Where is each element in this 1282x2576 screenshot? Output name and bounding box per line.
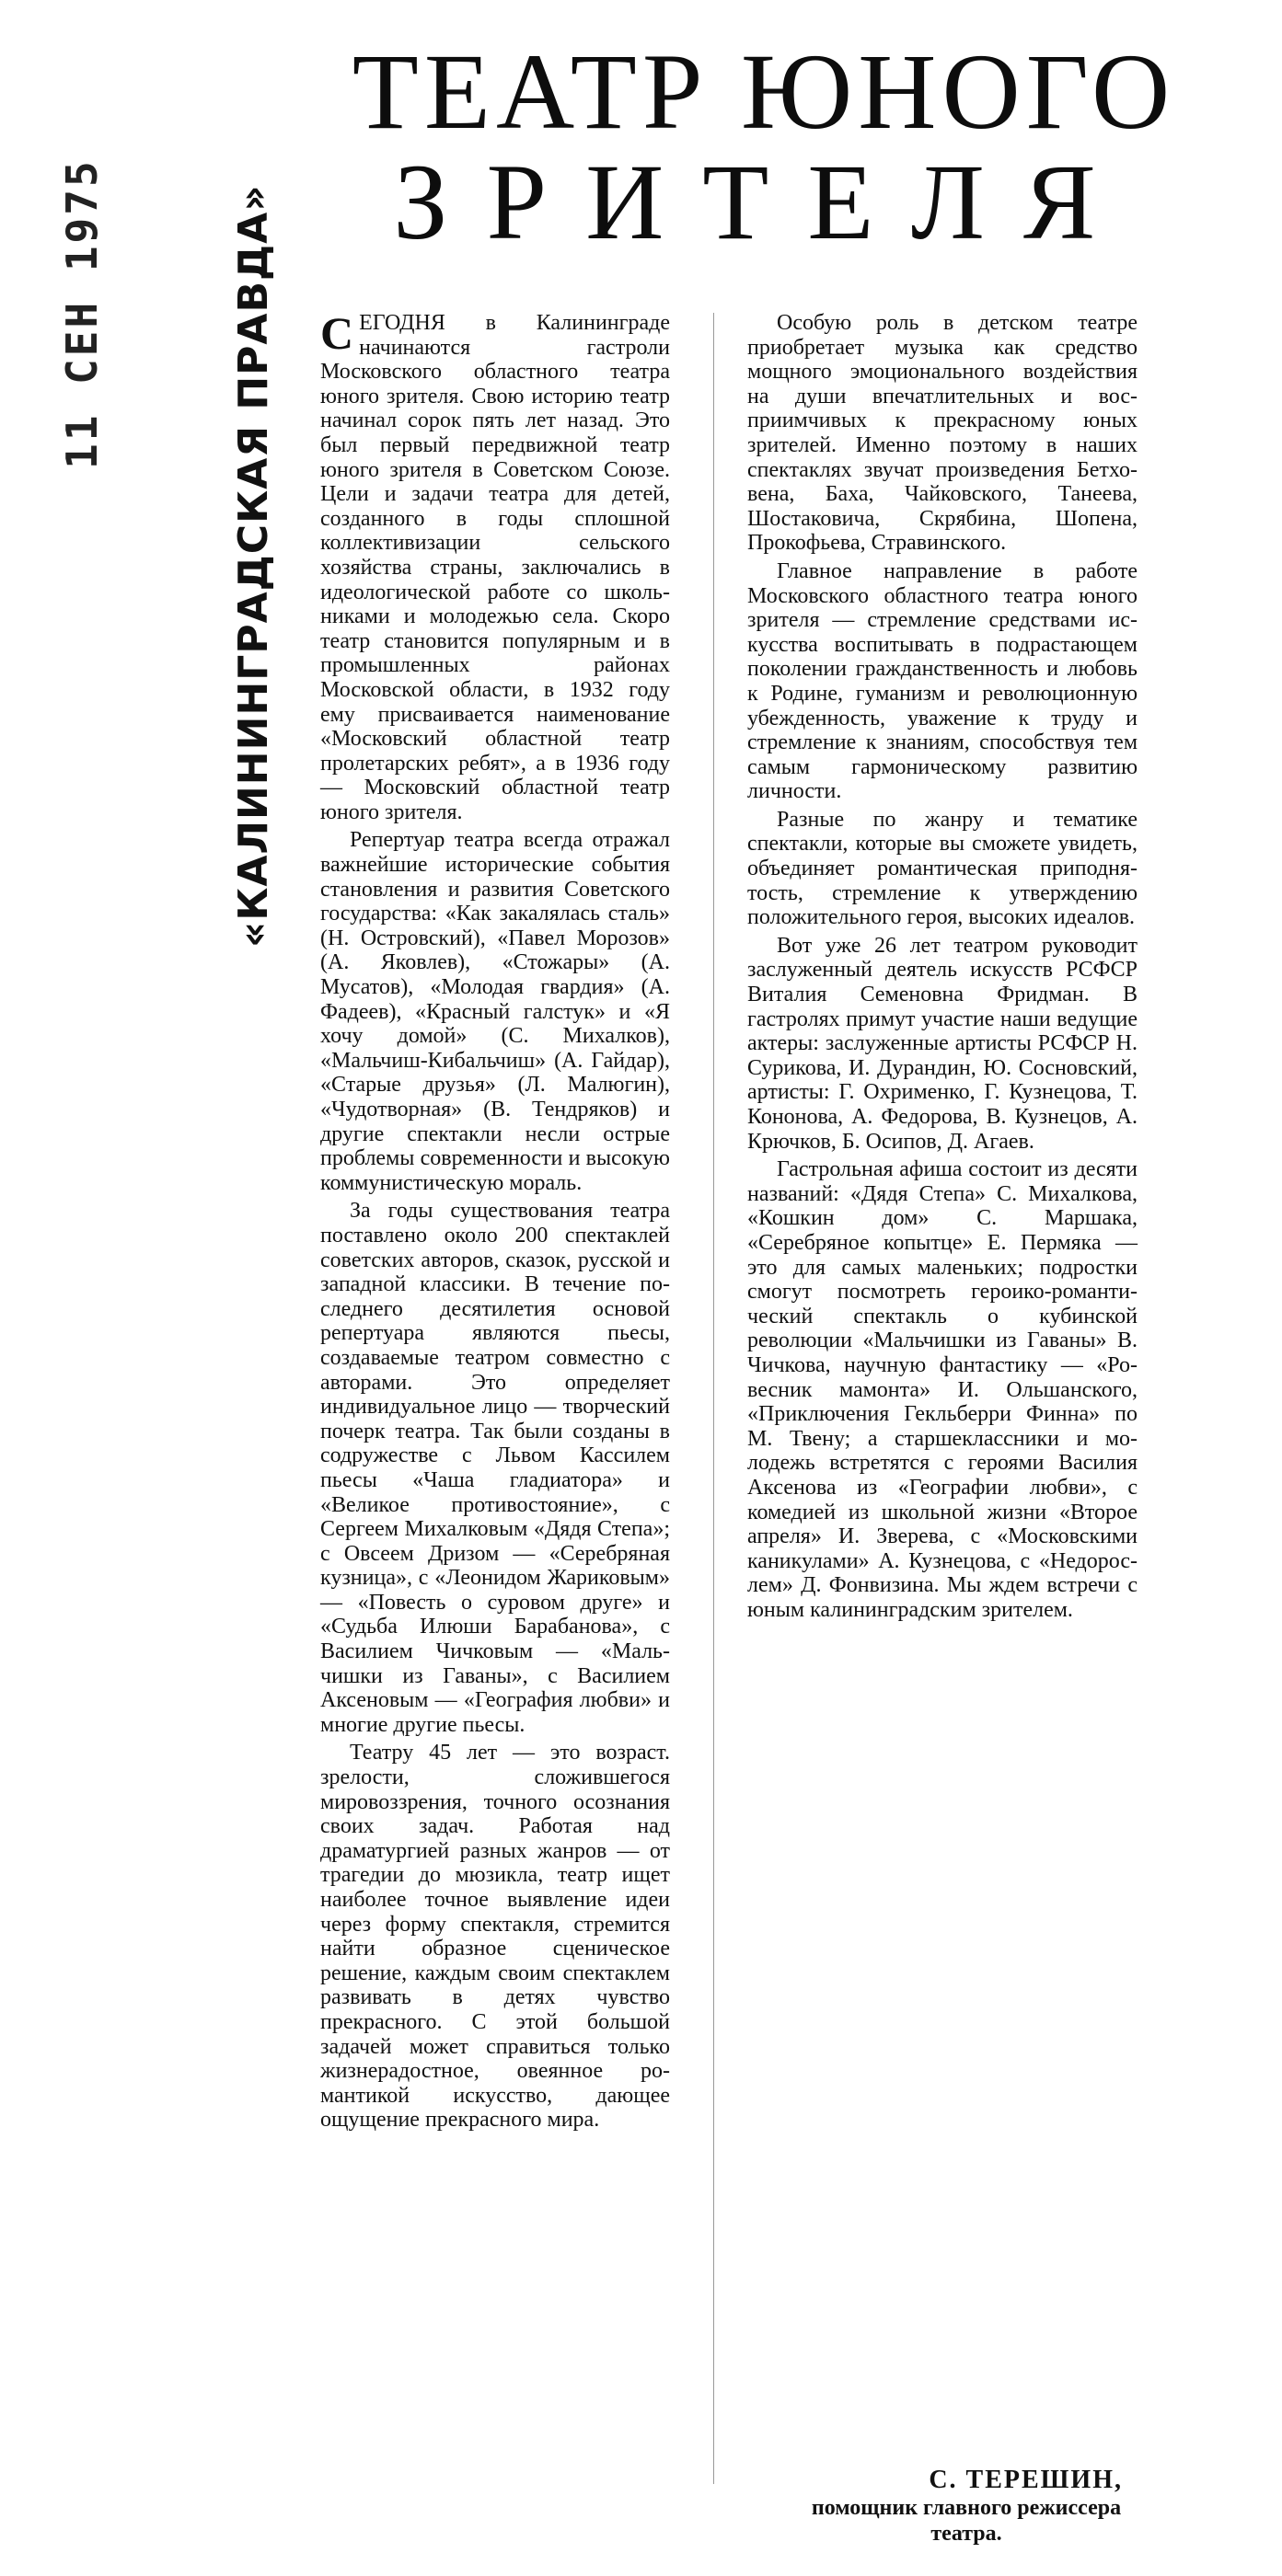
dropcap: С	[320, 307, 354, 359]
article-paragraph: Гастрольная афиша состоит из десяти названий: «Дядя Степа» С. Михалкова, «Кошкин дом» С. Маршака, «Серебряное копытце» Е. Пермяка — это для самых маленьких; подростки смогут посмотреть героико-романтический спектакль о кубинской революции «Мальчишки из Гаваны» В. Чичкова, научную фантастику — «Ровесник мамонта» И. Ольшанского, «Приключения Гекльберри Финна» по М. Твену; а старшеклассники и молодежь встретятся с героями Василия Аксенова из «Географии любви», с комедией из школьной жизни «Второе апреля» И. Зверева, с «Московскими каникулами» А. Кузнецова, с «Недорослем» Д. Фонвизина. Мы ждем встречи с юным калининградским зрителем.	[747, 1157, 1138, 1622]
column-divider	[713, 313, 714, 2484]
article-paragraph: За годы существования театра поставлено около 200 спектаклей советских авторов, сказок, русской и западной классики. В течение последнего десятилетия основой репертуара являются пьесы, создаваемые театром совместно с авторами. Это определяет индивидуальное лицо — творческий почерк театра. Так были созданы в содружестве с Львом Кассилем пьесы «Чаша гладиатора» и «Великое противостояние», с Сергеем Михалковым «Дядя Степа»; с Овсеем Дризом — «Серебряная кузница», с «Леонидом Жариковым» — «Повесть о суровом друге» и «Судьба Илюши Барабанова», с Василием Чичковым — «Мальчишки из Гаваны», с Василием Аксеновым — «География любви» и многие другие пьесы.	[320, 1199, 670, 1737]
article-paragraph: Особую роль в детском театре приобретает музыка как средство мощного эмоционального воздействия на души впечатлительных и восприимчивых к прекрасному юных зрителей. Именно поэтому в наших спектаклях звучат произведения Бетховена, Баха, Чайковского, Танеева, Шостаковича, Скрябина, Шопена, Прокофьева, Стравинского.	[747, 311, 1138, 556]
newspaper-source: «КАЛИНИНГРАДСКАЯ ПРАВДА»	[230, 184, 277, 948]
author-name: С. ТЕРЕШИН,	[929, 2466, 1123, 2494]
author-signature	[810, 2466, 1123, 2547]
headline-line1: ТЕАТР ЮНОГО	[352, 31, 1176, 152]
article-paragraph: Театру 45 лет — это возраст. зрелости, сложившегося мировоззрения, точного осознания своих задач. Работая над драматургией разных жанров — от трагедии до мюзикла, театр ищет наиболее точное выявление идеи через форму спектакля, стремится найти образное сценическое решение, каждым своим спектаклем развивать в детях чувство прекрасного. С этой большой задачей может справиться только жизнерадостное, овеянное романтикой искусство, дающее ощущение прекрасного мира.	[320, 1741, 670, 2133]
article-paragraph: Разные по жанру и тематике спектакли, которые вы сможете увидеть, объединяет романтическая приподнятость, стремление к утверждению положительного героя, высоких идеалов.	[747, 807, 1138, 930]
article-paragraph: Вот уже 26 лет театром руководит заслуженный деятель искусств РСФСР Виталия Семеновна Фридман. В гастролях примут участие наши ведущие актеры: заслуженные артисты РСФСР Н. Сурикова, И. Дурандин, Ю. Сосновский, артисты: Г. Охрименко, Г. Кузнецова, Т. Кононова, А. Федорова, В. Кузнецов, А. Крючков, Б. Осипов, Д. Агаев.	[747, 933, 1138, 1154]
author-position: помощник главного режиссера театра.	[811, 2496, 1122, 2546]
headline	[350, 31, 1178, 262]
article-paragraph: СЕГОДНЯ в Калининграде начинаются гастроли Московского областного театра юного зрителя. Свою историю театр начинал сорок пять лет назад. Это был первый передвижной театр юного зрителя в Советском Союзе. Цели и задачи театра для детей, созданного в годы сплошной коллективизации сельского хозяйства страны, заключались в идеологической работе со школьниками и молодежью села. Скоро театр становится популярным и в промышленных районах Московской области, в 1932 году ему присваивается наименование «Московский областной театр пролетарских ребят», а в 1936 году — Московский областной театр юного зрителя.	[320, 307, 670, 824]
article-paragraph: Репертуар театра всегда отражал важнейшие исторические события становления и развития Советского государства: «Как закалялась сталь» (Н. Островский), «Павел Морозов» (А. Яковлев), «Стожары» (А. Мусатов), «Молодая гвардия» (А. Фадеев), «Красный галстук» и «Я хочу домой» (С. Михалков), «Мальчиш-Кибальчиш» (А. Гайдар), «Старые друзья» (Л. Малюгин), «Чудотворная» (В. Тендряков) и другие спектакли несли острые проблемы современности и высокую коммунистическую мораль.	[320, 828, 670, 1195]
date-stamp: 11 СЕН 1975	[57, 158, 107, 469]
article-column-right	[747, 311, 1138, 1626]
article-paragraph: Главное направление в работе Московского областного театра юного зрителя — стремление средствами искусства воспитывать в подрастающем поколении гражданственность и любовь к Родине, гуманизм и революционную убежденность, уважение к труду и стремление к знаниям, способствуя тем самым гармоническому развитию личности.	[747, 558, 1138, 804]
headline-line2: ЗРИТЕЛЯ	[393, 142, 1135, 262]
article-column-left	[320, 307, 670, 2136]
